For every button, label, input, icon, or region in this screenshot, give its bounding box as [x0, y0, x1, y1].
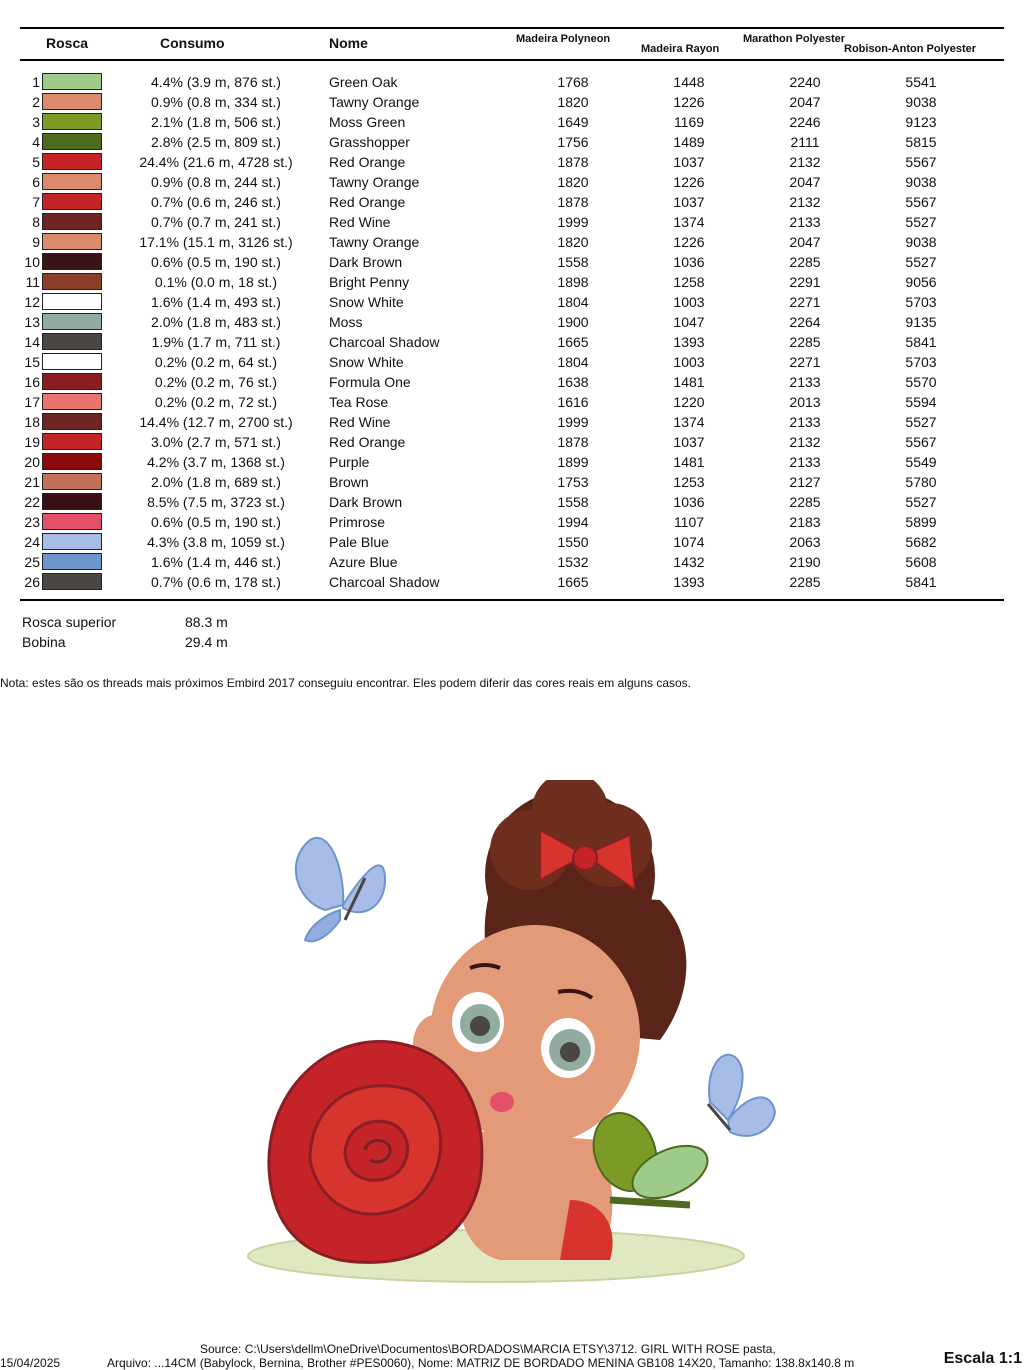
thread-robison-anton-polyester: 5899 — [905, 514, 937, 530]
thread-color-swatch — [42, 433, 102, 450]
thread-madeira-polyneon: 1756 — [557, 134, 589, 150]
thread-consumption: 0.7% (0.7 m, 241 st.) — [151, 214, 281, 230]
thread-marathon-polyester: 2240 — [789, 74, 821, 90]
header-madeira-polyneon: Madeira Polyneon — [516, 33, 611, 45]
thread-robison-anton-polyester: 5841 — [905, 334, 937, 350]
thread-name: Red Orange — [329, 434, 406, 450]
thread-row — [20, 252, 1004, 272]
butterfly-right — [708, 1055, 775, 1136]
rose-flower — [269, 1041, 482, 1262]
thread-index: 26 — [24, 574, 40, 590]
thread-color-swatch — [42, 313, 102, 330]
thread-madeira-rayon: 1037 — [673, 434, 705, 450]
thread-madeira-rayon: 1036 — [673, 494, 705, 510]
header-madeira-rayon: Madeira Rayon — [641, 43, 720, 55]
thread-row — [20, 112, 1004, 132]
thread-name: Moss — [329, 314, 363, 330]
thread-consumption: 0.1% (0.0 m, 18 st.) — [154, 274, 278, 290]
thread-robison-anton-polyester: 5780 — [905, 474, 937, 490]
thread-name: Formula One — [329, 374, 411, 390]
thread-name: Snow White — [329, 354, 404, 370]
header-consumo: Consumo — [160, 35, 225, 51]
header-rosca: Rosca — [46, 35, 89, 51]
thread-consumption: 0.6% (0.5 m, 190 st.) — [151, 254, 281, 270]
thread-madeira-rayon: 1220 — [673, 394, 705, 410]
thread-row — [20, 532, 1004, 552]
thread-robison-anton-polyester: 5608 — [905, 554, 937, 570]
thread-robison-anton-polyester: 9038 — [905, 174, 937, 190]
thread-madeira-polyneon: 1649 — [557, 114, 589, 130]
thread-marathon-polyester: 2111 — [790, 134, 820, 150]
thread-madeira-polyneon: 1753 — [557, 474, 589, 490]
thread-consumption: 0.7% (0.6 m, 246 st.) — [151, 194, 281, 210]
thread-index: 11 — [25, 274, 40, 290]
thread-madeira-polyneon: 1665 — [557, 334, 589, 350]
thread-madeira-polyneon: 1900 — [557, 314, 589, 330]
thread-marathon-polyester: 2133 — [789, 374, 821, 390]
thread-marathon-polyester: 2127 — [789, 474, 821, 490]
thread-row — [20, 552, 1004, 572]
thread-row — [20, 472, 1004, 492]
thread-index: 7 — [32, 194, 40, 210]
thread-madeira-rayon: 1374 — [673, 414, 705, 430]
thread-color-swatch — [42, 473, 102, 490]
thread-row — [20, 292, 1004, 312]
thread-name: Red Orange — [329, 194, 406, 210]
thread-marathon-polyester: 2246 — [789, 114, 821, 130]
thread-robison-anton-polyester: 9038 — [905, 94, 937, 110]
thread-index: 15 — [24, 354, 40, 370]
thread-madeira-rayon: 1258 — [673, 274, 705, 290]
thread-index: 6 — [32, 174, 40, 190]
thread-index: 13 — [24, 314, 40, 330]
thread-index: 21 — [24, 474, 40, 490]
thread-name: Purple — [329, 454, 370, 470]
thread-color-swatch — [42, 213, 102, 230]
thread-consumption: 2.1% (1.8 m, 506 st.) — [151, 114, 281, 130]
thread-consumption: 4.3% (3.8 m, 1059 st.) — [147, 534, 285, 550]
thread-robison-anton-polyester: 5703 — [905, 294, 937, 310]
thread-madeira-polyneon: 1804 — [557, 294, 589, 310]
thread-consumption: 4.4% (3.9 m, 876 st.) — [151, 74, 281, 90]
thread-madeira-rayon: 1393 — [673, 334, 705, 350]
thread-marathon-polyester: 2047 — [789, 234, 821, 250]
thread-name: Red Wine — [329, 414, 391, 430]
thread-color-swatch — [42, 93, 102, 110]
thread-row — [20, 72, 1004, 92]
thread-consumption: 0.9% (0.8 m, 334 st.) — [151, 94, 281, 110]
thread-marathon-polyester: 2133 — [789, 214, 821, 230]
thread-madeira-polyneon: 1878 — [557, 194, 589, 210]
thread-name: Green Oak — [329, 74, 398, 90]
thread-consumption: 0.2% (0.2 m, 76 st.) — [154, 374, 278, 390]
thread-name: Charcoal Shadow — [329, 334, 440, 350]
thread-madeira-polyneon: 1820 — [557, 94, 589, 110]
thread-marathon-polyester: 2285 — [789, 574, 821, 590]
thread-madeira-polyneon: 1804 — [557, 354, 589, 370]
thread-row — [20, 92, 1004, 112]
thread-madeira-rayon: 1003 — [673, 354, 705, 370]
thread-row — [20, 352, 1004, 372]
thread-madeira-polyneon: 1616 — [557, 394, 589, 410]
thread-madeira-rayon: 1037 — [673, 194, 705, 210]
thread-consumption: 1.6% (1.4 m, 493 st.) — [151, 294, 281, 310]
thread-color-swatch — [42, 113, 102, 130]
table-top-rule — [20, 27, 1004, 29]
thread-marathon-polyester: 2285 — [789, 254, 821, 270]
table-bottom-rule — [20, 599, 1004, 601]
thread-marathon-polyester: 2132 — [789, 154, 821, 170]
bobina-value: 29.4 m — [185, 634, 228, 650]
thread-marathon-polyester: 2264 — [789, 314, 821, 330]
thread-madeira-rayon: 1393 — [673, 574, 705, 590]
thread-madeira-rayon: 1374 — [673, 214, 705, 230]
thread-name: Grasshopper — [329, 134, 410, 150]
thread-madeira-rayon: 1253 — [673, 474, 705, 490]
butterfly-left — [296, 838, 385, 941]
thread-madeira-rayon: 1047 — [673, 314, 705, 330]
thread-madeira-polyneon: 1878 — [557, 434, 589, 450]
thread-madeira-rayon: 1432 — [673, 554, 705, 570]
thread-robison-anton-polyester: 5567 — [905, 434, 937, 450]
thread-index: 25 — [24, 554, 40, 570]
thread-row — [20, 452, 1004, 472]
rosca-superior-label: Rosca superior — [22, 614, 117, 630]
thread-consumption: 1.9% (1.7 m, 711 st.) — [151, 334, 281, 350]
thread-color-swatch — [42, 373, 102, 390]
thread-color-swatch — [42, 73, 102, 90]
scale-label: Escala 1:1 — [943, 1350, 1022, 1367]
thread-color-swatch — [42, 513, 102, 530]
thread-marathon-polyester: 2013 — [789, 394, 821, 410]
thread-madeira-polyneon: 1768 — [557, 74, 589, 90]
thread-color-swatch — [42, 573, 102, 590]
thread-name: Snow White — [329, 294, 404, 310]
thread-index: 20 — [24, 454, 40, 470]
thread-name: Moss Green — [329, 114, 406, 130]
thread-robison-anton-polyester: 9056 — [905, 274, 937, 290]
thread-index: 3 — [32, 114, 40, 130]
thread-row — [20, 192, 1004, 212]
footer-date: 15/04/2025 — [0, 1356, 61, 1370]
thread-row — [20, 272, 1004, 292]
thread-row — [20, 432, 1004, 452]
thread-robison-anton-polyester: 9123 — [905, 114, 937, 130]
thread-row — [20, 412, 1004, 432]
header-nome: Nome — [329, 35, 368, 51]
thread-robison-anton-polyester: 5527 — [905, 254, 937, 270]
thread-robison-anton-polyester: 9135 — [905, 314, 937, 330]
thread-madeira-rayon: 1448 — [673, 74, 705, 90]
thread-color-swatch — [42, 273, 102, 290]
thread-madeira-rayon: 1074 — [673, 534, 705, 550]
thread-robison-anton-polyester: 5570 — [905, 374, 937, 390]
thread-color-swatch — [42, 493, 102, 510]
thread-marathon-polyester: 2271 — [789, 354, 821, 370]
thread-index: 22 — [24, 494, 40, 510]
thread-marathon-polyester: 2285 — [789, 494, 821, 510]
thread-consumption: 2.0% (1.8 m, 483 st.) — [151, 314, 281, 330]
thread-consumption: 3.0% (2.7 m, 571 st.) — [151, 434, 281, 450]
thread-marathon-polyester: 2047 — [789, 174, 821, 190]
thread-madeira-rayon: 1169 — [673, 114, 705, 130]
disclaimer-note: Nota: estes são os threads mais próximos Embird 2017 conseguiu encontrar. Eles podem diferir das cores reais em alguns casos. — [0, 676, 692, 690]
thread-consumption: 2.0% (1.8 m, 689 st.) — [151, 474, 281, 490]
thread-madeira-rayon: 1037 — [673, 154, 705, 170]
footer-arquivo: Arquivo: ...14CM (Babylock, Bernina, Brother #PES0060), Nome: MATRIZ DE BORDADO MENINA GB108 14X20, Tamanho: 138.8x140.8 m — [107, 1356, 855, 1370]
thread-name: Charcoal Shadow — [329, 574, 440, 590]
thread-robison-anton-polyester: 5841 — [905, 574, 937, 590]
thread-color-swatch — [42, 293, 102, 310]
thread-row — [20, 512, 1004, 532]
thread-index: 23 — [24, 514, 40, 530]
thread-name: Tawny Orange — [329, 94, 420, 110]
thread-robison-anton-polyester: 9038 — [905, 234, 937, 250]
thread-row — [20, 212, 1004, 232]
thread-madeira-polyneon: 1999 — [557, 214, 589, 230]
thread-marathon-polyester: 2063 — [789, 534, 821, 550]
thread-marathon-polyester: 2133 — [789, 414, 821, 430]
thread-color-swatch — [42, 353, 102, 370]
bobina-label: Bobina — [22, 634, 66, 650]
thread-madeira-rayon: 1489 — [673, 134, 705, 150]
thread-color-swatch — [42, 413, 102, 430]
thread-name: Dark Brown — [329, 494, 403, 510]
thread-index: 18 — [24, 414, 40, 430]
thread-marathon-polyester: 2133 — [789, 454, 821, 470]
thread-consumption: 8.5% (7.5 m, 3723 st.) — [147, 494, 285, 510]
thread-name: Red Orange — [329, 154, 406, 170]
thread-marathon-polyester: 2132 — [789, 434, 821, 450]
thread-madeira-rayon: 1226 — [673, 234, 705, 250]
thread-robison-anton-polyester: 5541 — [905, 74, 937, 90]
thread-marathon-polyester: 2132 — [789, 194, 821, 210]
thread-color-swatch — [42, 393, 102, 410]
thread-name: Azure Blue — [329, 554, 398, 570]
rosca-superior-value: 88.3 m — [185, 614, 228, 630]
thread-color-swatch — [42, 193, 102, 210]
thread-consumption: 1.6% (1.4 m, 446 st.) — [151, 554, 281, 570]
thread-name: Primrose — [329, 514, 386, 530]
thread-madeira-polyneon: 1999 — [557, 414, 589, 430]
thread-index: 19 — [24, 434, 40, 450]
thread-madeira-polyneon: 1820 — [557, 174, 589, 190]
thread-color-swatch — [42, 533, 102, 550]
table-header-rule — [20, 59, 1004, 61]
thread-madeira-polyneon: 1820 — [557, 234, 589, 250]
thread-index: 14 — [24, 334, 40, 350]
header-robison-anton-polyester: Robison-Anton Polyester — [844, 43, 977, 55]
thread-marathon-polyester: 2285 — [789, 334, 821, 350]
thread-color-swatch — [42, 153, 102, 170]
thread-madeira-polyneon: 1558 — [557, 494, 589, 510]
thread-name: Red Wine — [329, 214, 391, 230]
thread-color-swatch — [42, 233, 102, 250]
thread-row — [20, 372, 1004, 392]
thread-color-swatch — [42, 173, 102, 190]
thread-name: Brown — [329, 474, 369, 490]
thread-index: 1 — [32, 74, 40, 90]
thread-robison-anton-polyester: 5703 — [905, 354, 937, 370]
footer-source: Source: C:\Users\dellm\OneDrive\Documentos\BORDADOS\MARCIA ETSY\3712. GIRL WITH ROSE pasta, — [200, 1342, 776, 1356]
thread-name: Pale Blue — [329, 534, 389, 550]
thread-robison-anton-polyester: 5527 — [905, 414, 937, 430]
thread-row — [20, 572, 1004, 592]
header-marathon-polyester: Marathon Polyester — [743, 33, 846, 45]
thread-color-swatch — [42, 453, 102, 470]
thread-index: 5 — [32, 154, 40, 170]
thread-name: Bright Penny — [329, 274, 410, 290]
thread-index: 8 — [32, 214, 40, 230]
embroidery-preview — [240, 780, 800, 1300]
thread-row — [20, 132, 1004, 152]
thread-consumption: 0.2% (0.2 m, 72 st.) — [154, 394, 278, 410]
thread-madeira-rayon: 1107 — [673, 514, 705, 530]
thread-madeira-rayon: 1226 — [673, 174, 705, 190]
thread-consumption: 0.7% (0.6 m, 178 st.) — [151, 574, 281, 590]
thread-index: 24 — [24, 534, 40, 550]
thread-consumption: 2.8% (2.5 m, 809 st.) — [151, 134, 281, 150]
thread-consumption: 17.1% (15.1 m, 3126 st.) — [139, 234, 293, 250]
thread-madeira-rayon: 1003 — [673, 294, 705, 310]
thread-madeira-rayon: 1226 — [673, 94, 705, 110]
thread-robison-anton-polyester: 5567 — [905, 194, 937, 210]
thread-consumption: 0.6% (0.5 m, 190 st.) — [151, 514, 281, 530]
thread-row — [20, 312, 1004, 332]
thread-name: Dark Brown — [329, 254, 403, 270]
thread-marathon-polyester: 2271 — [789, 294, 821, 310]
thread-consumption: 0.9% (0.8 m, 244 st.) — [151, 174, 281, 190]
thread-name: Tawny Orange — [329, 234, 420, 250]
thread-robison-anton-polyester: 5567 — [905, 154, 937, 170]
thread-madeira-rayon: 1481 — [673, 374, 705, 390]
thread-madeira-polyneon: 1899 — [557, 454, 589, 470]
thread-robison-anton-polyester: 5527 — [905, 494, 937, 510]
thread-robison-anton-polyester: 5682 — [905, 534, 937, 550]
thread-index: 10 — [24, 254, 40, 270]
thread-row — [20, 172, 1004, 192]
thread-color-swatch — [42, 333, 102, 350]
thread-madeira-rayon: 1481 — [673, 454, 705, 470]
thread-robison-anton-polyester: 5549 — [905, 454, 937, 470]
thread-marathon-polyester: 2190 — [789, 554, 821, 570]
thread-madeira-polyneon: 1994 — [557, 514, 589, 530]
thread-row — [20, 332, 1004, 352]
thread-marathon-polyester: 2047 — [789, 94, 821, 110]
thread-row — [20, 392, 1004, 412]
thread-index: 12 — [24, 294, 40, 310]
thread-madeira-polyneon: 1665 — [557, 574, 589, 590]
thread-row — [20, 232, 1004, 252]
thread-color-swatch — [42, 253, 102, 270]
thread-consumption: 0.2% (0.2 m, 64 st.) — [154, 354, 278, 370]
thread-index: 16 — [24, 374, 40, 390]
thread-madeira-polyneon: 1878 — [557, 154, 589, 170]
thread-color-swatch — [42, 553, 102, 570]
thread-name: Tea Rose — [329, 394, 389, 410]
thread-madeira-polyneon: 1532 — [557, 554, 589, 570]
thread-robison-anton-polyester: 5594 — [905, 394, 937, 410]
thread-robison-anton-polyester: 5527 — [905, 214, 937, 230]
thread-madeira-polyneon: 1898 — [557, 274, 589, 290]
thread-index: 17 — [24, 394, 40, 410]
thread-row — [20, 152, 1004, 172]
thread-row — [20, 492, 1004, 512]
thread-consumption: 24.4% (21.6 m, 4728 st.) — [139, 154, 293, 170]
thread-madeira-polyneon: 1638 — [557, 374, 589, 390]
thread-index: 2 — [32, 94, 40, 110]
thread-robison-anton-polyester: 5815 — [905, 134, 937, 150]
thread-index: 4 — [32, 134, 40, 150]
thread-name: Tawny Orange — [329, 174, 420, 190]
thread-marathon-polyester: 2183 — [789, 514, 821, 530]
thread-madeira-rayon: 1036 — [673, 254, 705, 270]
thread-consumption: 4.2% (3.7 m, 1368 st.) — [147, 454, 285, 470]
thread-madeira-polyneon: 1558 — [557, 254, 589, 270]
thread-consumption: 14.4% (12.7 m, 2700 st.) — [139, 414, 293, 430]
thread-color-swatch — [42, 133, 102, 150]
thread-marathon-polyester: 2291 — [789, 274, 821, 290]
thread-madeira-polyneon: 1550 — [557, 534, 589, 550]
thread-index: 9 — [32, 234, 40, 250]
